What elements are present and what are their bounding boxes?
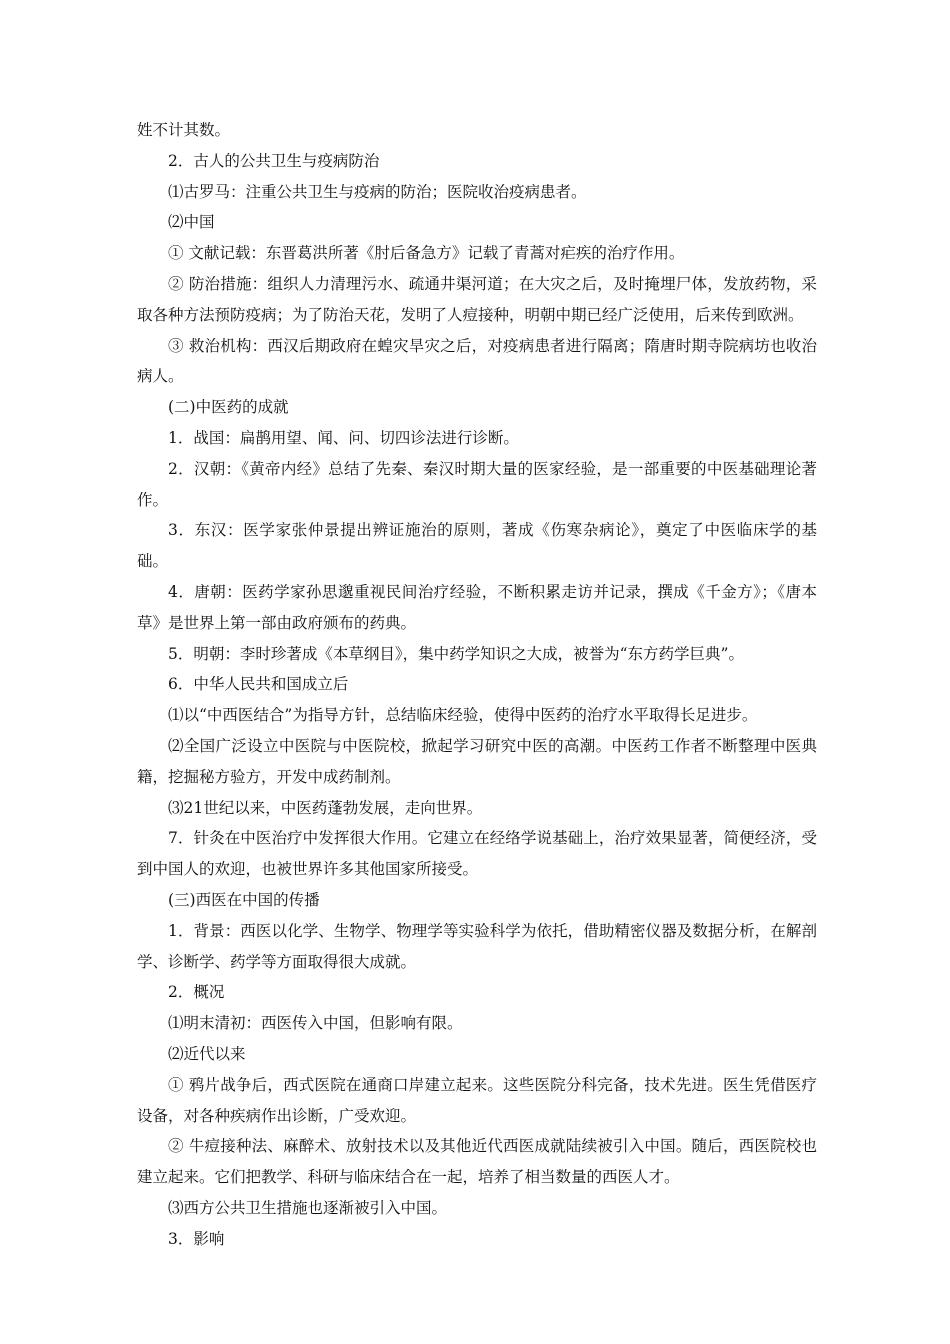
paragraph-treatment-institutions: ③ 救治机构：西汉后期政府在蝗灾旱灾之后，对疫病患者进行隔离；隋唐时期寺院病坊也收治病人。	[137, 336, 817, 386]
heading-ancient-public-health: 2．古人的公共卫生与疫病防治	[168, 151, 380, 170]
paragraph-continuation: 姓不计其数。	[137, 121, 231, 139]
heading-western-medicine: (三)西医在中国的传播	[168, 890, 320, 909]
heading-influence: 3．影响	[168, 1229, 225, 1248]
paragraph-eastern-han: 3．东汉：医学家张仲景提出辨证施治的原则，著成《伤寒杂病论》，奠定了中医临床学的基础。	[137, 521, 817, 571]
heading-china: ⑵中国	[168, 213, 215, 232]
paragraph-public-health: ⑶西方公共卫生措施也逐渐被引入中国。	[168, 1198, 448, 1217]
paragraph-ancient-rome: ⑴古罗马：注重公共卫生与疫病的防治；医院收治疫病患者。	[168, 182, 587, 201]
paragraph-integration-policy: ⑴以“中西医结合”为指导方针，总结临床经验，使得中医药的治疗水平取得长足进步。	[168, 706, 758, 725]
paragraph-ming-dynasty: 5．明朝：李时珍著成《本草纲目》，集中药学知识之大成，被誉为“东方药学巨典”。	[168, 644, 744, 663]
paragraph-late-ming: ⑴明末清初：西医传入中国，但影响有限。	[168, 1014, 463, 1033]
paragraph-21st-century: ⑶21世纪以来，中医药蓬勃发展，走向世界。	[168, 798, 483, 817]
paragraph-prevention-measures: ② 防治措施：组织人力清理污水、疏通井渠河道；在大灾之后，及时掩埋尸体，发放药物，采取各种方法预防疫病；为了防治天花，发明了人痘接种，明朝中期已经广泛使用，后来传到欧洲。	[137, 274, 817, 324]
heading-prc-founding: 6．中华人民共和国成立后	[168, 675, 349, 694]
paragraph-acupuncture: 7．针灸在中医治疗中发挥很大作用。它建立在经络学说基础上，治疗效果显著，简便经济，受到中国人的欢迎，也被世界许多其他国家所接受。	[137, 829, 817, 879]
heading-tcm-achievements: (二)中医药的成就	[168, 398, 289, 417]
document-page	[137, 115, 817, 1254]
paragraph-opium-war: ① 鸦片战争后，西式医院在通商口岸建立起来。这些医院分科完备，技术先进。医生凭借医疗设备，对各种疾病作出诊断，广受欢迎。	[137, 1075, 817, 1125]
paragraph-tang-dynasty: 4．唐朝：医药学家孙思邈重视民间治疗经验，不断积累走访并记录，撰成《千金方》；《唐本草》是世界上第一部由政府颁布的药典。	[137, 582, 817, 632]
paragraph-background: 1．背景：西医以化学、生物学、物理学等实验科学为依托，借助精密仪器及数据分析，在解剖学、诊断学、药学等方面取得很大成就。	[137, 921, 817, 971]
heading-overview: 2．概况	[168, 983, 225, 1002]
paragraph-tcm-hospitals: ⑵全国广泛设立中医院与中医院校，掀起学习研究中医的高潮。中医药工作者不断整理中医典籍，挖掘秘方验方，开发中成药制剂。	[137, 736, 817, 786]
heading-modern-times: ⑵近代以来	[168, 1044, 246, 1063]
paragraph-han-dynasty: 2．汉朝：《黄帝内经》总结了先秦、秦汉时期大量的医家经验，是一部重要的中医基础理论著作。	[137, 459, 817, 509]
paragraph-warring-states: 1．战国：扁鹊用望、闻、问、切四诊法进行诊断。	[168, 428, 519, 447]
paragraph-literature-records: ① 文献记载：东晋葛洪所著《肘后备急方》记载了青蒿对疟疾的治疗作用。	[168, 244, 685, 263]
paragraph-vaccination: ② 牛痘接种法、麻醉术、放射技术以及其他近代西医成就陆续被引入中国。随后，西医院校也建立起来。它们把教学、科研与临床结合在一起，培养了相当数量的西医人才。	[137, 1137, 817, 1187]
